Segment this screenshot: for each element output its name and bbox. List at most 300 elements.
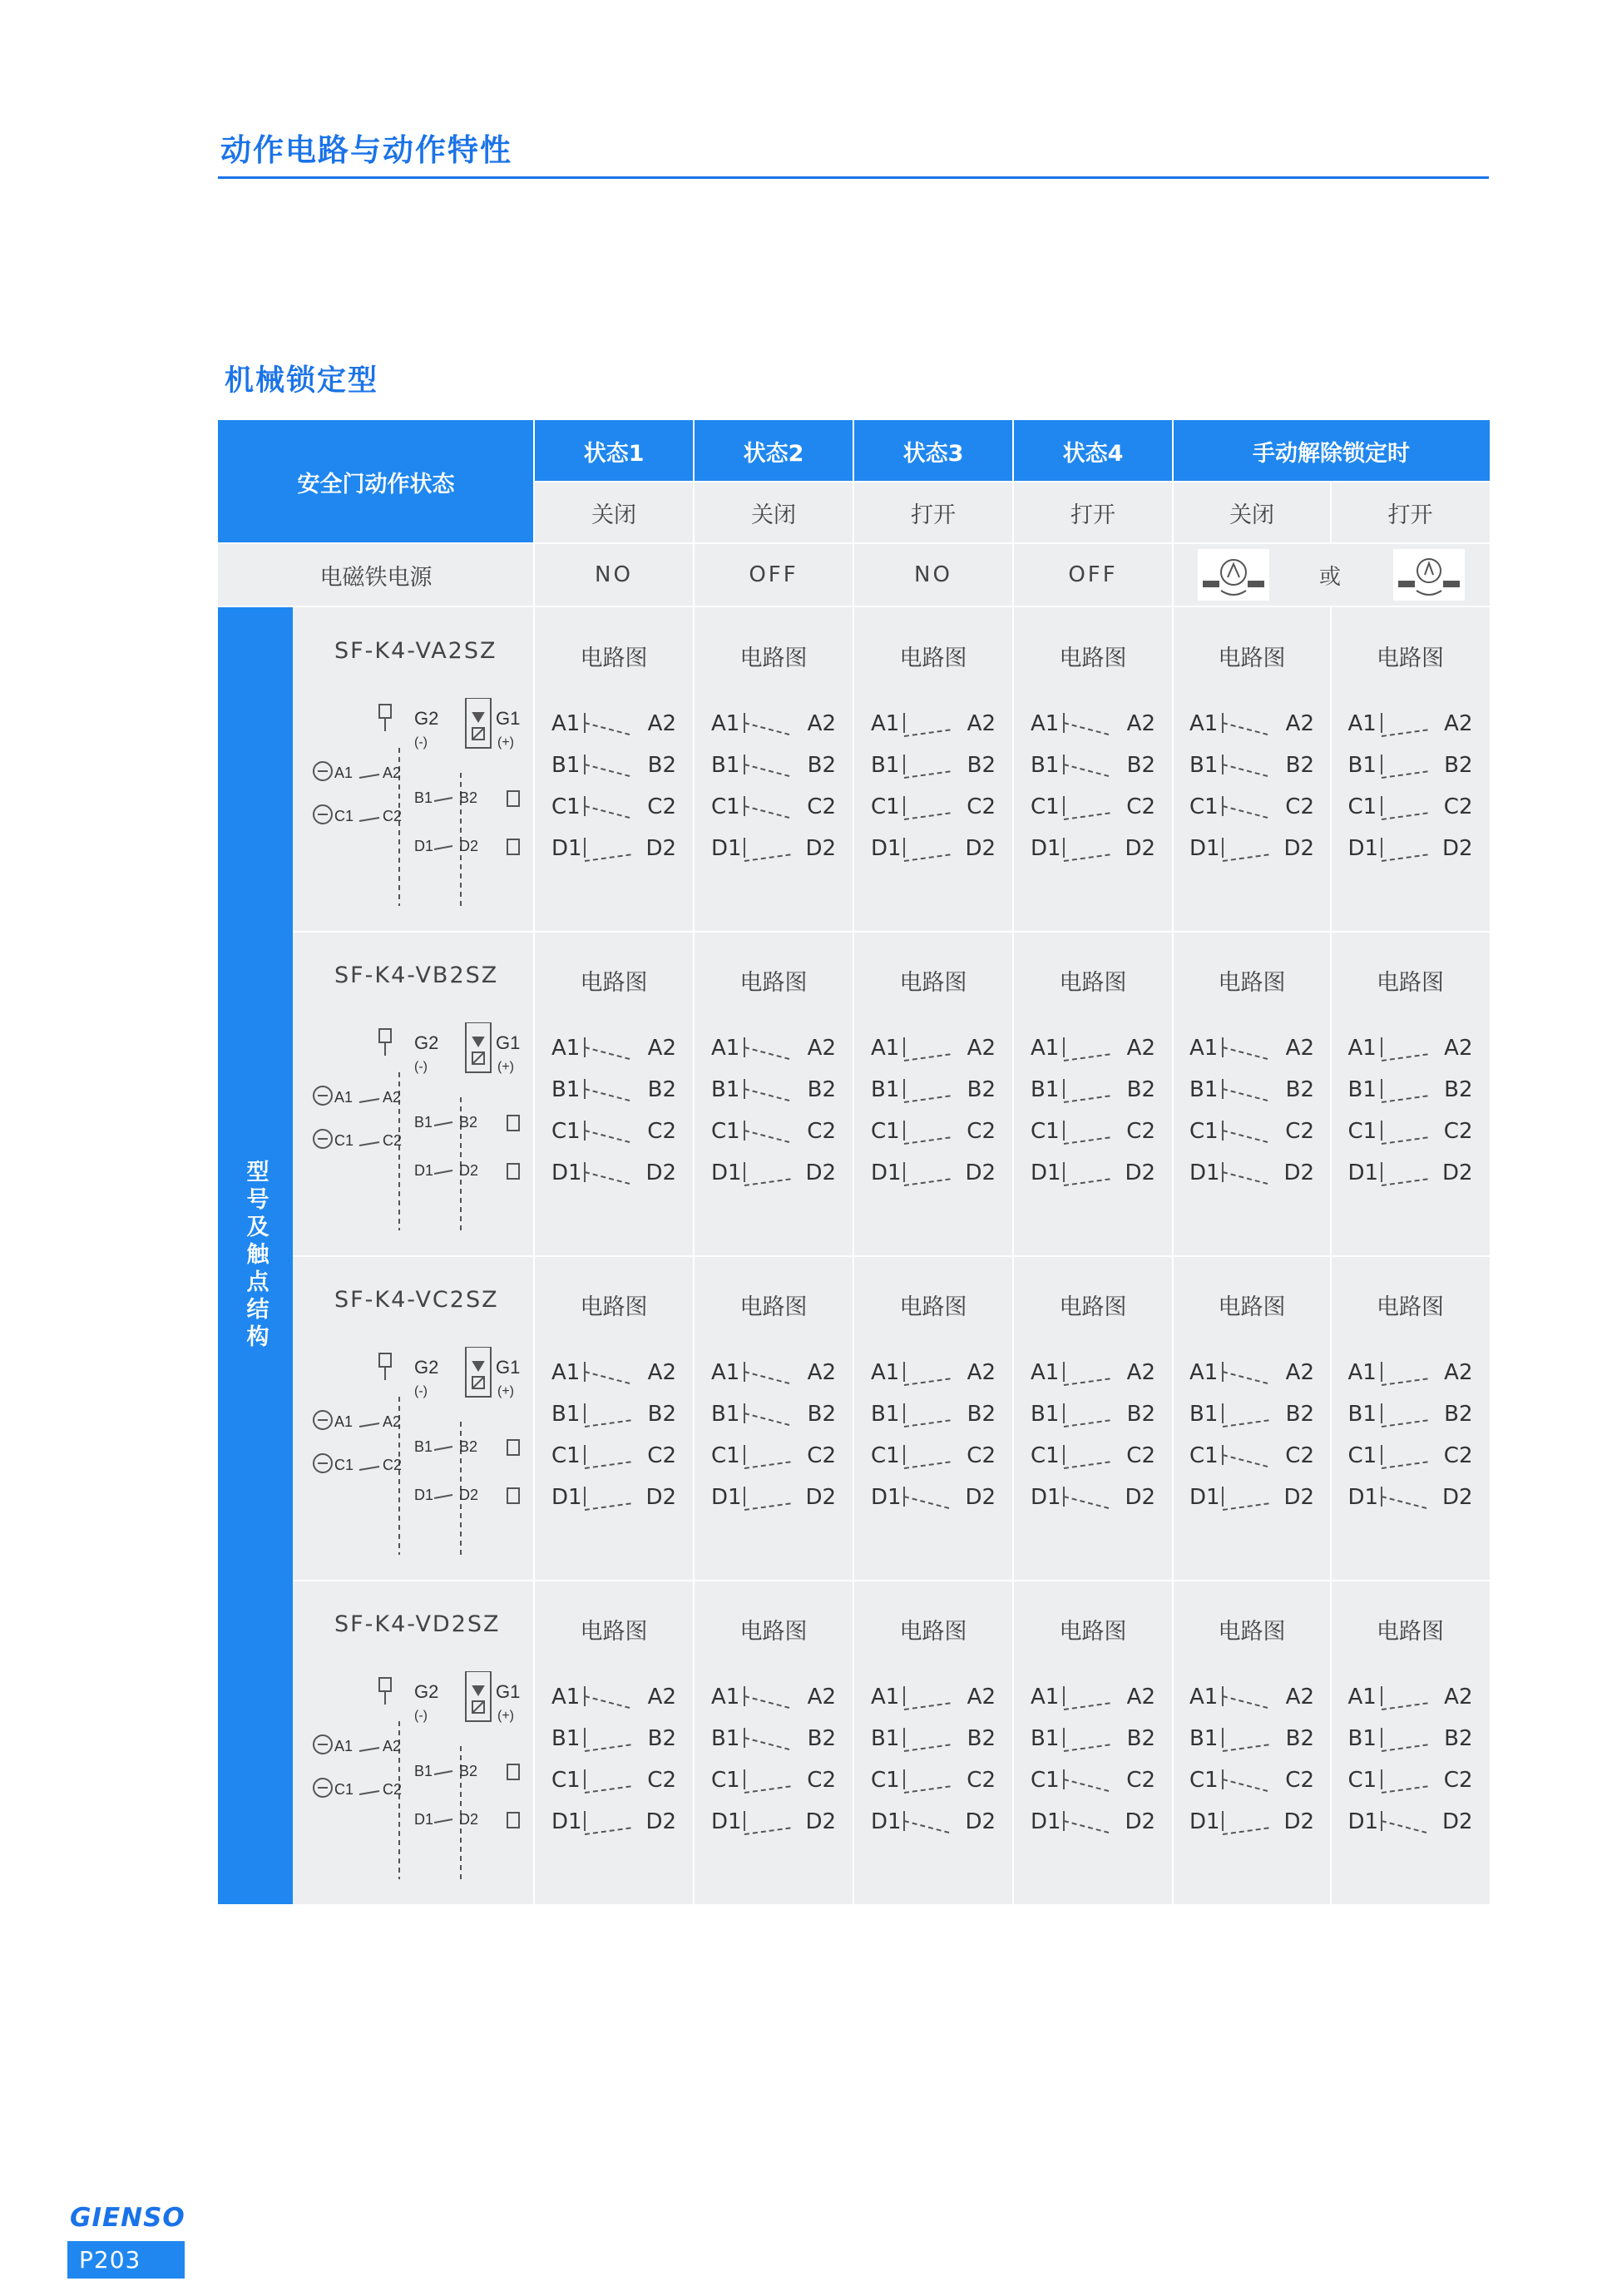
- contact-row: [1189, 1353, 1314, 1395]
- circuit-diagram-label: 电路图: [1218, 646, 1286, 671]
- contact-terminal-left: D1: [551, 1160, 582, 1185]
- svg-text:B2: B2: [459, 1763, 478, 1779]
- brand-logo: GIENSO: [70, 2203, 185, 2233]
- contact-terminal-left: D1: [1347, 1160, 1379, 1185]
- contact-terminal-left: C1: [1189, 1768, 1219, 1793]
- contact-terminal-left: A1: [1347, 1036, 1377, 1061]
- contact-row: [711, 1071, 836, 1112]
- contact-terminal-left: D1: [1189, 1160, 1220, 1185]
- contact-row: [1189, 705, 1314, 746]
- state-2-header: 状态2: [694, 420, 853, 482]
- contact-row: [1189, 1029, 1314, 1071]
- contact-states: [1348, 705, 1473, 871]
- contact-row: [1189, 1478, 1314, 1520]
- svg-text:A1: A1: [334, 1089, 354, 1106]
- contact-terminal-left: A1: [711, 1685, 740, 1710]
- contact-terminal-right: A2: [1126, 1685, 1155, 1710]
- contact-terminal-left: B1: [1347, 1726, 1377, 1751]
- contact-row: [1348, 1029, 1473, 1071]
- contact-terminal-right: C2: [807, 1768, 836, 1793]
- svg-text:G2: G2: [414, 1681, 439, 1702]
- svg-text:(+): (+): [497, 735, 514, 750]
- svg-text:A1: A1: [334, 765, 354, 781]
- svg-text:C2: C2: [383, 1457, 403, 1473]
- contact-row: [1031, 1071, 1155, 1112]
- contact-row: [1189, 746, 1314, 788]
- contact-states: [551, 1353, 676, 1520]
- circuit-diagram-label: 电路图: [899, 970, 967, 996]
- contact-row: [1031, 1029, 1155, 1071]
- contact-terminal-right: B2: [1444, 753, 1473, 778]
- door-position-6: 打开: [1331, 482, 1490, 543]
- contact-terminal-right: C2: [1126, 1119, 1155, 1144]
- contact-terminal-left: B1: [1347, 1402, 1377, 1427]
- contact-terminal-right: D2: [1125, 836, 1155, 861]
- contact-row: [1348, 1678, 1473, 1720]
- contact-terminal-right: A2: [647, 1036, 676, 1061]
- manual-release-header: 手动解除锁定时: [1173, 420, 1490, 482]
- contact-terminal-right: C2: [807, 794, 836, 819]
- contact-terminal-right: D2: [645, 1160, 676, 1185]
- contact-terminal-right: A2: [647, 1360, 676, 1385]
- contact-terminal-right: A2: [807, 711, 836, 736]
- contact-terminal-right: A2: [647, 1685, 676, 1710]
- contact-terminal-right: A2: [1444, 1685, 1473, 1710]
- contact-row: [1348, 829, 1473, 871]
- contact-terminal-left: A1: [1031, 1036, 1060, 1061]
- contact-terminal-right: A2: [1285, 1685, 1314, 1710]
- contact-terminal-right: C2: [967, 1768, 996, 1793]
- svg-text:(-): (-): [414, 735, 428, 750]
- contact-row: [711, 746, 836, 788]
- contact-row: [1031, 829, 1155, 871]
- contact-terminal-left: D1: [711, 836, 742, 861]
- contact-row: [1031, 1437, 1155, 1478]
- contact-structure-diagram: [309, 1347, 526, 1555]
- model-contact-structure-label: 型号及触点结构: [218, 606, 293, 1904]
- contact-terminal-right: D2: [1441, 836, 1473, 861]
- svg-text:(-): (-): [414, 1384, 428, 1398]
- contact-terminal-left: D1: [1031, 836, 1061, 861]
- svg-text:C2: C2: [383, 1132, 403, 1149]
- contact-terminal-right: C2: [1285, 1119, 1314, 1144]
- contact-row: [551, 829, 676, 871]
- contact-terminal-right: A2: [1285, 711, 1314, 736]
- contact-terminal-right: B2: [967, 1077, 996, 1102]
- contact-terminal-right: C2: [1443, 1119, 1473, 1144]
- contact-terminal-left: A1: [1347, 711, 1377, 736]
- contact-terminal-right: A2: [1126, 1360, 1155, 1385]
- contact-terminal-left: D1: [711, 1809, 742, 1834]
- contact-terminal-right: D2: [1441, 1809, 1473, 1834]
- contact-terminal-right: C2: [1126, 1443, 1155, 1468]
- svg-text:C1: C1: [334, 808, 354, 824]
- contact-terminal-right: C2: [647, 1768, 676, 1793]
- contact-terminal-left: D1: [551, 1809, 582, 1834]
- contact-row: [711, 1720, 836, 1761]
- or-label: 或: [1318, 564, 1343, 590]
- circuit-diagram-label: 电路图: [1377, 970, 1444, 996]
- contact-states: [551, 1029, 676, 1195]
- contact-terminal-left: A1: [1347, 1685, 1377, 1710]
- svg-text:G2: G2: [414, 1357, 439, 1378]
- svg-text:A2: A2: [383, 1413, 402, 1430]
- contact-row: [871, 1678, 996, 1720]
- svg-text:C2: C2: [383, 808, 403, 824]
- contact-terminal-right: A2: [967, 1036, 996, 1061]
- contact-states: [1189, 705, 1314, 871]
- contact-row: [871, 829, 996, 871]
- contact-row: [1348, 1478, 1473, 1520]
- circuit-diagram-label: 电路图: [739, 1619, 808, 1645]
- contact-terminal-right: C2: [1285, 1768, 1314, 1793]
- contact-row: [1189, 1761, 1314, 1803]
- contact-terminal-left: C1: [551, 1443, 581, 1468]
- circuit-diagram-label: 电路图: [580, 970, 648, 996]
- contact-states: [711, 1678, 836, 1844]
- contact-row: [1031, 746, 1155, 788]
- contact-terminal-left: D1: [871, 1160, 902, 1185]
- svg-text:A2: A2: [383, 1738, 402, 1754]
- contact-states: [871, 1678, 996, 1844]
- contact-terminal-left: B1: [871, 753, 900, 778]
- svg-text:B1: B1: [414, 1438, 433, 1455]
- contact-states: [1348, 1029, 1473, 1195]
- contact-terminal-left: D1: [1347, 836, 1379, 861]
- contact-terminal-left: D1: [1189, 1485, 1220, 1510]
- contact-terminal-left: D1: [1031, 1485, 1061, 1510]
- unlock-knob-icon: [1393, 549, 1465, 601]
- svg-text:G1: G1: [496, 1032, 521, 1053]
- contact-terminal-right: D2: [645, 836, 676, 861]
- svg-text:(+): (+): [497, 1709, 514, 1723]
- contact-row: [1189, 1437, 1314, 1478]
- contact-terminal-left: B1: [711, 1077, 740, 1102]
- contact-terminal-right: C2: [807, 1443, 836, 1468]
- contact-terminal-left: C1: [551, 794, 581, 819]
- contact-terminal-right: A2: [1285, 1036, 1314, 1061]
- circuit-diagram-label: 电路图: [899, 646, 967, 671]
- contact-terminal-left: C1: [1031, 794, 1060, 819]
- contact-terminal-left: A1: [1347, 1360, 1377, 1385]
- contact-row: [1031, 1478, 1155, 1520]
- state-1-header: 状态1: [534, 420, 694, 482]
- contact-states: [711, 705, 836, 871]
- contact-row: [711, 1029, 836, 1071]
- contact-terminal-right: B2: [1285, 1402, 1314, 1427]
- svg-text:A2: A2: [383, 1089, 402, 1106]
- contact-terminal-left: A1: [1031, 1685, 1060, 1710]
- page-title: 动作电路与动作特性: [220, 132, 512, 168]
- contact-row: [1348, 1720, 1473, 1761]
- svg-text:C1: C1: [334, 1781, 354, 1798]
- contact-states: [1189, 1678, 1314, 1844]
- contact-terminal-left: D1: [711, 1485, 742, 1510]
- contact-terminal-right: B2: [1126, 1726, 1155, 1751]
- contact-terminal-left: D1: [1189, 1809, 1220, 1834]
- contact-row: [1189, 1395, 1314, 1437]
- svg-text:B1: B1: [414, 789, 433, 806]
- circuit-diagram-label: 电路图: [1059, 970, 1127, 996]
- contact-terminal-left: D1: [871, 836, 902, 861]
- contact-terminal-left: C1: [1347, 1443, 1377, 1468]
- contact-terminal-right: A2: [807, 1360, 836, 1385]
- contact-structure-diagram: [309, 1022, 526, 1230]
- contact-terminal-right: B2: [807, 1726, 836, 1751]
- contact-terminal-right: B2: [967, 1726, 996, 1751]
- contact-terminal-left: C1: [871, 794, 900, 819]
- contact-terminal-left: A1: [711, 1036, 740, 1061]
- svg-text:D1: D1: [414, 838, 434, 854]
- contact-terminal-right: C2: [807, 1119, 836, 1144]
- contact-terminal-left: A1: [1189, 1685, 1219, 1710]
- contact-row: [1348, 1154, 1473, 1195]
- contact-terminal-left: C1: [871, 1443, 900, 1468]
- contact-terminal-left: A1: [711, 711, 740, 736]
- contact-terminal-right: D2: [1125, 1160, 1155, 1185]
- svg-text:C2: C2: [383, 1781, 403, 1798]
- svg-text:D1: D1: [414, 1162, 434, 1179]
- contact-terminal-left: A1: [711, 1360, 740, 1385]
- contact-row: [1031, 1761, 1155, 1803]
- manual-release-power: [1173, 543, 1490, 606]
- contact-row: [1189, 1112, 1314, 1154]
- contact-terminal-left: C1: [871, 1119, 900, 1144]
- contact-terminal-right: B2: [807, 753, 836, 778]
- contact-row: [1348, 1395, 1473, 1437]
- contact-terminal-left: D1: [1189, 836, 1220, 861]
- circuit-diagram-label: 电路图: [739, 1294, 808, 1320]
- contact-row: [1189, 1803, 1314, 1844]
- circuit-diagram-label: 电路图: [1218, 970, 1286, 996]
- contact-terminal-left: C1: [711, 1768, 740, 1793]
- contact-row: [711, 829, 836, 871]
- svg-text:A1: A1: [334, 1738, 354, 1754]
- door-position-5: 关闭: [1173, 482, 1331, 543]
- contact-terminal-left: A1: [1189, 1360, 1219, 1385]
- contact-row: [551, 1720, 676, 1761]
- circuit-diagram-label: 电路图: [580, 1294, 648, 1320]
- circuit-diagram-label: 电路图: [1059, 646, 1127, 671]
- power-value-1: NO: [534, 543, 694, 606]
- circuit-diagram-label: 电路图: [1059, 1619, 1127, 1645]
- contact-terminal-right: B2: [647, 1726, 676, 1751]
- svg-text:D1: D1: [414, 1811, 434, 1828]
- contact-terminal-right: B2: [1126, 1077, 1155, 1102]
- contact-terminal-left: A1: [1189, 711, 1219, 736]
- contact-row: [1348, 788, 1473, 829]
- contact-terminal-left: A1: [1031, 1360, 1060, 1385]
- contact-terminal-right: B2: [1285, 753, 1314, 778]
- contact-row: [1031, 1154, 1155, 1195]
- contact-row: [871, 1720, 996, 1761]
- power-value-3: NO: [853, 543, 1013, 606]
- contact-terminal-right: A2: [647, 711, 676, 736]
- contact-row: [871, 1154, 996, 1195]
- contact-terminal-right: B2: [1444, 1402, 1473, 1427]
- contact-terminal-left: A1: [871, 1036, 900, 1061]
- contact-terminal-left: A1: [871, 1360, 900, 1385]
- contact-row: [1348, 746, 1473, 788]
- contact-states: [871, 1353, 996, 1520]
- contact-row: [871, 1803, 996, 1844]
- contact-row: [1348, 1761, 1473, 1803]
- svg-text:B2: B2: [459, 789, 478, 806]
- svg-text:B2: B2: [459, 1438, 478, 1455]
- contact-terminal-left: B1: [1189, 1402, 1219, 1427]
- contact-terminal-left: B1: [1347, 753, 1377, 778]
- contact-terminal-left: C1: [711, 1119, 740, 1144]
- contact-states: [551, 1678, 676, 1844]
- contact-terminal-right: C2: [647, 794, 676, 819]
- contact-terminal-right: D2: [1125, 1485, 1155, 1510]
- contact-row: [1031, 705, 1155, 746]
- door-position-4: 打开: [1013, 482, 1173, 543]
- contact-row: [1348, 1353, 1473, 1395]
- contact-terminal-right: D2: [1441, 1485, 1473, 1510]
- contact-states: [1031, 1353, 1155, 1520]
- contact-terminal-left: D1: [871, 1485, 902, 1510]
- contact-row: [1189, 1720, 1314, 1761]
- contact-terminal-right: D2: [1283, 1160, 1314, 1185]
- power-value-2: OFF: [694, 543, 853, 606]
- contact-terminal-right: B2: [1444, 1077, 1473, 1102]
- contact-row: [1189, 829, 1314, 871]
- contact-terminal-right: B2: [967, 753, 996, 778]
- contact-states: [711, 1029, 836, 1195]
- contact-terminal-right: C2: [1285, 794, 1314, 819]
- contact-row: [871, 746, 996, 788]
- contact-terminal-left: B1: [1031, 1726, 1060, 1751]
- contact-row: [551, 1112, 676, 1154]
- model-name: SF-K4-VA2SZ: [334, 638, 497, 664]
- contact-terminal-right: D2: [1441, 1160, 1473, 1185]
- circuit-diagram-label: 电路图: [1218, 1294, 1286, 1320]
- contact-terminal-left: D1: [711, 1160, 742, 1185]
- model-name: SF-K4-VC2SZ: [334, 1287, 499, 1313]
- contact-row: [871, 1478, 996, 1520]
- contact-terminal-left: C1: [711, 794, 740, 819]
- contact-terminal-right: A2: [807, 1036, 836, 1061]
- svg-text:(-): (-): [414, 1709, 428, 1723]
- contact-terminal-left: A1: [551, 1685, 581, 1710]
- contact-row: [1189, 1154, 1314, 1195]
- contact-terminal-left: C1: [1347, 1768, 1377, 1793]
- svg-text:G2: G2: [414, 1032, 439, 1053]
- contact-row: [1031, 1112, 1155, 1154]
- contact-terminal-left: C1: [711, 1443, 740, 1468]
- svg-text:D2: D2: [459, 838, 479, 854]
- contact-row: [551, 1478, 676, 1520]
- contact-terminal-left: C1: [1031, 1768, 1060, 1793]
- svg-text:D2: D2: [459, 1487, 479, 1503]
- contact-row: [551, 788, 676, 829]
- contact-terminal-left: B1: [1031, 1402, 1060, 1427]
- contact-terminal-left: B1: [711, 1726, 740, 1751]
- circuit-diagram-label: 电路图: [739, 970, 808, 996]
- contact-states: [1348, 1678, 1473, 1844]
- contact-terminal-right: A2: [1126, 711, 1155, 736]
- contact-terminal-left: B1: [551, 1726, 581, 1751]
- contact-states: [1031, 1029, 1155, 1195]
- contact-terminal-right: C2: [1285, 1443, 1314, 1468]
- contact-terminal-right: A2: [1444, 1036, 1473, 1061]
- contact-terminal-right: B2: [967, 1402, 996, 1427]
- contact-row: [1031, 1678, 1155, 1720]
- contact-row: [711, 1112, 836, 1154]
- svg-text:G2: G2: [414, 708, 439, 729]
- contact-row: [551, 1353, 676, 1395]
- contact-states: [551, 705, 676, 871]
- contact-row: [711, 1395, 836, 1437]
- contact-row: [711, 788, 836, 829]
- svg-text:D1: D1: [414, 1487, 434, 1503]
- contact-terminal-left: C1: [1347, 1119, 1377, 1144]
- circuit-diagram-label: 电路图: [739, 646, 808, 671]
- door-position-3: 打开: [853, 482, 1013, 543]
- contact-terminal-right: D2: [965, 1485, 996, 1510]
- contact-row: [711, 1154, 836, 1195]
- contact-row: [1348, 1071, 1473, 1112]
- contact-terminal-right: B2: [647, 753, 676, 778]
- contact-row: [711, 1678, 836, 1720]
- contact-terminal-right: A2: [1126, 1036, 1155, 1061]
- svg-text:C1: C1: [334, 1132, 354, 1149]
- contact-terminal-left: B1: [551, 1077, 581, 1102]
- contact-terminal-right: C2: [1126, 1768, 1155, 1793]
- contact-terminal-right: A2: [1285, 1360, 1314, 1385]
- contact-terminal-right: C2: [647, 1119, 676, 1144]
- contact-terminal-right: B2: [1285, 1726, 1314, 1751]
- contact-row: [551, 1803, 676, 1844]
- contact-terminal-right: A2: [1444, 1360, 1473, 1385]
- svg-text:C1: C1: [334, 1457, 354, 1473]
- contact-terminal-right: A2: [967, 1360, 996, 1385]
- contact-terminal-right: D2: [1283, 1809, 1314, 1834]
- circuit-diagram-label: 电路图: [1377, 1294, 1444, 1320]
- contact-row: [551, 1154, 676, 1195]
- contact-terminal-right: A2: [967, 1685, 996, 1710]
- contact-terminal-right: B2: [1285, 1077, 1314, 1102]
- contact-states: [871, 705, 996, 871]
- contact-terminal-right: A2: [1444, 711, 1473, 736]
- svg-text:D2: D2: [459, 1811, 479, 1828]
- contact-terminal-right: D2: [645, 1809, 676, 1834]
- contact-terminal-left: D1: [1031, 1809, 1061, 1834]
- contact-terminal-left: C1: [551, 1768, 581, 1793]
- action-characteristics-table: [218, 420, 1490, 1904]
- contact-row: [551, 1678, 676, 1720]
- contact-terminal-right: C2: [967, 1119, 996, 1144]
- contact-states: [1031, 1678, 1155, 1844]
- contact-row: [711, 1478, 836, 1520]
- contact-states: [711, 1353, 836, 1520]
- model-name: SF-K4-VD2SZ: [334, 1611, 501, 1637]
- contact-terminal-left: B1: [871, 1077, 900, 1102]
- contact-terminal-left: B1: [711, 1402, 740, 1427]
- contact-row: [711, 1437, 836, 1478]
- contact-terminal-left: B1: [1031, 753, 1060, 778]
- contact-row: [551, 1437, 676, 1478]
- circuit-diagram-label: 电路图: [899, 1294, 967, 1320]
- circuit-diagram-label: 电路图: [899, 1619, 967, 1645]
- lock-knob-icon: [1198, 549, 1269, 601]
- contact-terminal-left: B1: [871, 1402, 900, 1427]
- contact-row: [1348, 1437, 1473, 1478]
- contact-terminal-right: D2: [1125, 1809, 1155, 1834]
- contact-row: [711, 705, 836, 746]
- contact-row: [711, 1353, 836, 1395]
